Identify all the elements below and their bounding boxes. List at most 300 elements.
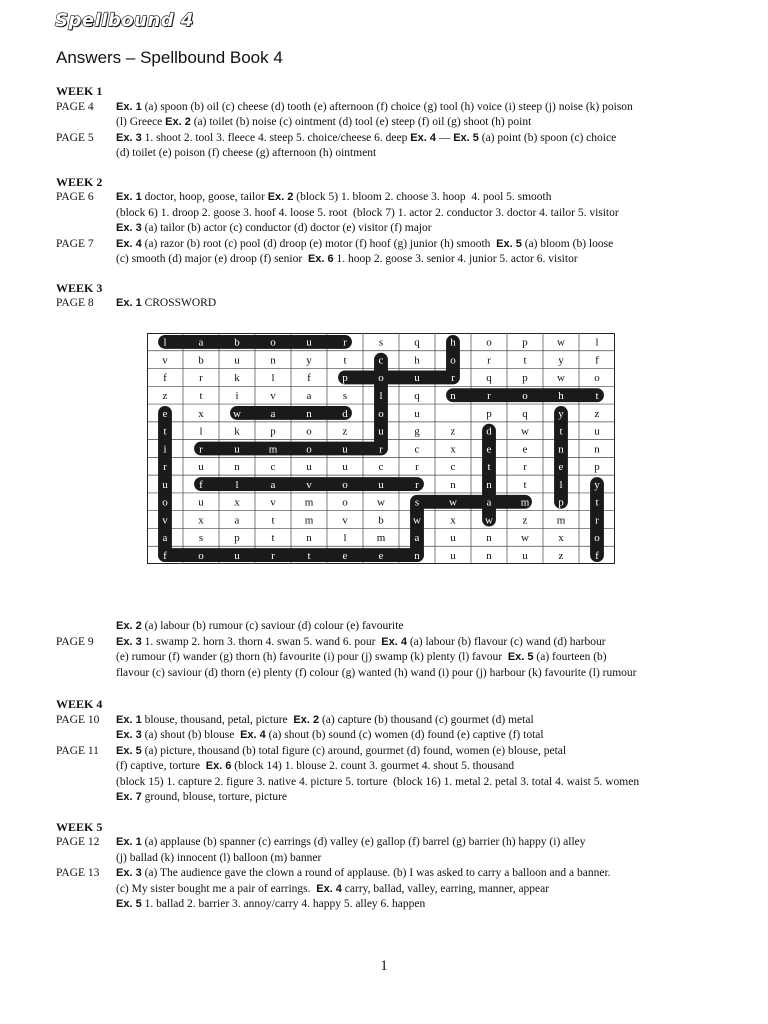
grid-letter: o xyxy=(342,478,348,491)
exercise-label: Ex. 5 xyxy=(116,898,142,910)
answer-line xyxy=(56,619,637,635)
exercise-label: Ex. 3 xyxy=(116,131,142,144)
grid-letter: w xyxy=(377,496,385,509)
answer-text xyxy=(116,728,544,744)
grid-letter: x xyxy=(198,407,204,420)
answer-fragment: (a) labour (b) rumour (c) saviour (d) colour (e) favourite xyxy=(141,620,404,632)
grid-letter: r xyxy=(523,461,527,474)
grid-letter: e xyxy=(342,549,348,562)
grid-letter: h xyxy=(414,354,420,367)
grid-letter: d xyxy=(342,407,348,420)
answer-fragment: — xyxy=(435,131,454,144)
grid-letter: y xyxy=(594,478,600,491)
page-label: PAGE 13 xyxy=(56,867,100,879)
grid-letter: s xyxy=(378,336,384,349)
grid-letter: n xyxy=(486,478,492,491)
answers-weeks-1-3 xyxy=(56,84,633,312)
answer-fragment: (a) toilet (b) noise (c) ointment (d) tool (e) steep (f) oil (g) shoot (h) point xyxy=(190,116,532,128)
page-label: PAGE 4 xyxy=(56,100,94,113)
answer-text xyxy=(116,666,637,682)
brand-logo: Spellbound 4 xyxy=(55,10,194,31)
page-label: PAGE 9 xyxy=(56,635,94,648)
answer-line xyxy=(56,146,633,162)
answer-text xyxy=(116,115,531,131)
answer-fragment: (a) shout (b) sound (c) women (d) found (e) captive (f) total xyxy=(265,729,544,741)
answer-text xyxy=(116,759,514,775)
grid-letter: u xyxy=(162,478,168,491)
grid-letter: o xyxy=(198,549,204,562)
grid-letter: r xyxy=(487,354,491,367)
grid-letter: b xyxy=(234,336,240,349)
answer-text xyxy=(116,100,633,116)
exercise-label: Ex. 7 xyxy=(116,791,142,803)
answer-fragment: (j) ballad (k) innocent (l) balloon (m) banner xyxy=(116,851,322,864)
grid-letter: r xyxy=(163,461,167,474)
grid-letter: p xyxy=(234,532,240,545)
exercise-label: Ex. 1 xyxy=(116,191,142,203)
page-label: PAGE 12 xyxy=(56,836,100,848)
grid-letter: l xyxy=(163,336,167,349)
page-title: Answers – Spellbound Book 4 xyxy=(56,48,283,67)
grid-letter: o xyxy=(522,389,528,402)
grid-letter: w xyxy=(557,372,565,385)
answer-fragment: (block 5) 1. bloom 2. choose 3. hoop 4. pool 5. smooth xyxy=(293,191,552,203)
grid-letter: n xyxy=(594,443,600,456)
answer-text xyxy=(116,221,432,237)
grid-letter: g xyxy=(414,425,420,438)
grid-letter: x xyxy=(198,514,204,527)
exercise-label: Ex. 1 xyxy=(116,713,142,726)
grid-letter: u xyxy=(234,549,240,562)
grid-letter: n xyxy=(558,443,564,456)
answer-text xyxy=(116,650,607,666)
grid-letter: o xyxy=(306,443,312,456)
answers-week-3-cont xyxy=(56,619,637,681)
grid-letter: h xyxy=(558,389,564,402)
grid-letter: m xyxy=(304,514,314,527)
grid-letter: s xyxy=(414,496,420,509)
grid-letter: e xyxy=(486,443,492,456)
answer-text xyxy=(116,775,639,791)
answer-text xyxy=(116,897,425,913)
grid-letter: k xyxy=(234,372,240,385)
answer-fragment: (a) capture (b) thousand (c) gourmet (d) metal xyxy=(319,713,534,726)
grid-letter: r xyxy=(487,389,491,402)
grid-letter: u xyxy=(378,478,384,491)
grid-letter: q xyxy=(486,372,492,385)
grid-letter: u xyxy=(306,336,312,349)
grid-letter: s xyxy=(342,389,348,402)
grid-letter: v xyxy=(306,478,312,491)
answer-fragment: (a) shout (b) blouse xyxy=(141,729,241,741)
answer-line xyxy=(56,131,633,147)
grid-letter: v xyxy=(270,389,276,402)
page-number: 1 xyxy=(380,958,388,974)
page-label: PAGE 10 xyxy=(56,713,100,726)
grid-letter: r xyxy=(415,478,419,491)
answer-text xyxy=(116,190,552,206)
exercise-label: Ex. 3 xyxy=(116,222,142,234)
grid-letter: r xyxy=(595,514,599,527)
grid-letter: a xyxy=(486,496,492,509)
grid-letter: m xyxy=(376,532,386,545)
exercise-label: Ex. 1 xyxy=(116,100,142,113)
answer-text xyxy=(116,744,566,760)
grid-letter: u xyxy=(522,549,528,562)
answer-fragment: (a) bloom (b) loose xyxy=(521,237,614,250)
grid-letter: y xyxy=(558,407,564,420)
grid-letter: k xyxy=(234,425,240,438)
grid-letter: u xyxy=(450,532,456,545)
answer-text xyxy=(116,866,611,882)
grid-letter: f xyxy=(163,549,167,562)
grid-letter: p xyxy=(522,336,528,349)
answer-line xyxy=(56,100,633,116)
grid-letter: w xyxy=(521,532,529,545)
grid-letter: l xyxy=(595,336,599,349)
answer-line xyxy=(56,744,639,760)
grid-letter: u xyxy=(234,443,240,456)
crossword-grid xyxy=(147,333,615,564)
answer-fragment: (a) The audience gave the clown a round of applause. (b) I was asked to carry a balloon and a banner. xyxy=(141,867,611,879)
answer-line xyxy=(56,252,633,268)
answer-fragment: doctor, hoop, goose, tailor xyxy=(141,191,268,203)
week-heading: WEEK 3 xyxy=(56,280,103,295)
grid-letter: b xyxy=(198,354,204,367)
grid-letter: m xyxy=(556,514,566,527)
grid-letter: p xyxy=(342,372,348,385)
grid-letter: r xyxy=(199,443,203,456)
grid-letter: l xyxy=(199,425,203,438)
week-heading: WEEK 2 xyxy=(56,174,103,189)
grid-letter: t xyxy=(163,425,167,438)
answer-line xyxy=(56,851,639,867)
answers-weeks-4-5 xyxy=(56,697,639,913)
grid-letter: w xyxy=(521,425,529,438)
week-heading: WEEK 5 xyxy=(56,819,103,834)
grid-letter: p xyxy=(270,425,276,438)
answer-text xyxy=(116,713,534,729)
answer-line xyxy=(56,728,639,744)
answer-fragment: (a) tailor (b) actor (c) conductor (d) doctor (e) visitor (f) major xyxy=(141,222,432,234)
grid-letter: u xyxy=(306,461,312,474)
grid-letter: s xyxy=(198,532,204,545)
answer-text xyxy=(116,131,616,147)
grid-letter: f xyxy=(163,372,167,385)
grid-letter: l xyxy=(271,372,275,385)
answer-text xyxy=(116,237,613,253)
answer-line xyxy=(56,713,639,729)
grid-letter: u xyxy=(342,461,348,474)
grid-letter: v xyxy=(270,496,276,509)
answer-text xyxy=(116,296,216,312)
grid-letter: u xyxy=(414,372,420,385)
answer-fragment: CROSSWORD xyxy=(141,297,217,309)
grid-letter: e xyxy=(378,549,384,562)
grid-letter: f xyxy=(595,549,599,562)
grid-letter: q xyxy=(414,336,420,349)
answer-fragment: (f) captive, torture xyxy=(116,760,206,772)
grid-letter: o xyxy=(450,354,456,367)
grid-letter: x xyxy=(558,532,564,545)
grid-letter: n xyxy=(450,389,456,402)
answer-text xyxy=(116,619,404,635)
grid-letter: z xyxy=(342,425,348,438)
grid-letter: a xyxy=(198,336,204,349)
exercise-label: Ex. 2 xyxy=(267,191,294,203)
answer-line xyxy=(56,206,633,222)
grid-letter: f xyxy=(595,354,599,367)
answer-line xyxy=(56,221,633,237)
grid-letter: u xyxy=(414,407,420,420)
answer-fragment: carry, ballad, valley, earring, manner, appear xyxy=(341,882,550,895)
answer-fragment: (d) toilet (e) poison (f) cheese (g) afternoon (h) ointment xyxy=(116,147,377,159)
answer-line xyxy=(56,775,639,791)
exercise-label: Ex. 3 xyxy=(116,729,142,741)
grid-letter: u xyxy=(198,496,204,509)
grid-letter: o xyxy=(306,425,312,438)
answer-fragment: (block 15) 1. capture 2. figure 3. native 4. picture 5. torture (block 16) 1. metal 2. petal 3. total 4. waist 5. women xyxy=(116,775,640,788)
grid-letter: t xyxy=(271,514,275,527)
answer-fragment: (l) Greece xyxy=(116,116,166,128)
grid-letter: o xyxy=(270,336,276,349)
grid-letter: i xyxy=(163,443,167,456)
grid-letter: t xyxy=(343,354,347,367)
grid-letter: r xyxy=(451,372,455,385)
grid-letter: t xyxy=(487,461,491,474)
answer-line xyxy=(56,790,639,806)
answer-text xyxy=(116,146,376,162)
grid-letter: r xyxy=(343,336,347,349)
grid-letter: p xyxy=(594,461,600,474)
grid-letter: n xyxy=(306,532,312,545)
grid-letter: t xyxy=(523,354,527,367)
answer-line xyxy=(56,759,639,775)
exercise-label: Ex. 1 xyxy=(116,297,142,309)
grid-letter: a xyxy=(234,514,240,527)
answer-text xyxy=(116,635,606,651)
answer-fragment: (c) smooth (d) major (e) droop (f) senior xyxy=(116,253,308,265)
grid-letter: d xyxy=(486,425,492,438)
grid-letter: z xyxy=(450,425,456,438)
exercise-label: Ex. 2 xyxy=(165,116,191,128)
grid-letter: n xyxy=(450,478,456,491)
grid-letter: a xyxy=(270,478,276,491)
grid-letter: z xyxy=(594,407,600,420)
exercise-label: Ex. 5 xyxy=(496,237,522,250)
grid-letter: t xyxy=(199,389,203,402)
answer-line xyxy=(56,296,633,312)
grid-letter: n xyxy=(306,407,312,420)
grid-letter: c xyxy=(270,461,276,474)
exercise-label: Ex. 4 xyxy=(116,237,142,250)
answer-fragment: (block 6) 1. droop 2. goose 3. hoof 4. loose 5. root (block 7) 1. actor 2. conductor 3. doctor 4. tailor 5. visitor xyxy=(116,206,619,219)
answer-line xyxy=(56,666,637,682)
grid-letter: t xyxy=(595,389,599,402)
exercise-label: Ex. 5 xyxy=(453,131,479,144)
answer-text xyxy=(116,206,619,222)
grid-letter: w xyxy=(449,496,457,509)
grid-letter: u xyxy=(378,425,384,438)
grid-letter: v xyxy=(342,514,348,527)
grid-letter: l xyxy=(343,532,347,545)
grid-letter: w xyxy=(233,407,241,420)
grid-letter: e xyxy=(558,461,564,474)
grid-letter: c xyxy=(450,461,456,474)
grid-letter: r xyxy=(379,443,383,456)
answer-line xyxy=(56,835,639,851)
answer-fragment: ground, blouse, torture, picture xyxy=(141,791,287,803)
answer-fragment: (block 14) 1. blouse 2. count 3. gourmet 4. shout 5. thousand xyxy=(231,760,515,772)
grid-letter: w xyxy=(413,514,421,527)
grid-letter: z xyxy=(558,549,564,562)
grid-letter: q xyxy=(522,407,528,420)
answer-fragment: blouse, thousand, petal, picture xyxy=(141,713,294,726)
answer-line xyxy=(56,866,639,882)
grid-letter: n xyxy=(486,532,492,545)
answer-fragment: (a) picture, thousand (b) total figure (c) around, gourmet (d) found, women (e) blouse, petal xyxy=(141,744,567,757)
answer-fragment: (a) fourteen (b) xyxy=(533,651,607,663)
grid-letter: v xyxy=(162,514,168,527)
crossword-svg xyxy=(147,333,615,564)
week-heading: WEEK 1 xyxy=(56,84,103,98)
grid-letter: l xyxy=(235,478,239,491)
grid-letter: u xyxy=(234,354,240,367)
grid-letter: p xyxy=(522,372,528,385)
answer-fragment: 1. ballad 2. barrier 3. annoy/carry 4. happy 5. alley 6. happen xyxy=(141,898,426,910)
grid-letter: t xyxy=(271,532,275,545)
answer-fragment: (a) point (b) spoon (c) choice xyxy=(478,131,617,144)
answer-fragment: flavour (c) saviour (d) thorn (e) plenty (f) colour (g) wanted (h) wand (i) pour (j) harbour (k) favourite (l) rumour xyxy=(116,666,637,679)
grid-letter: x xyxy=(234,496,240,509)
answer-fragment: 1. shoot 2. tool 3. fleece 4. steep 5. choice/cheese 6. deep xyxy=(141,131,411,144)
answer-fragment: 1. swamp 2. horn 3. thorn 4. swan 5. wand 6. pour xyxy=(141,635,382,648)
grid-letter: a xyxy=(306,389,312,402)
grid-letter: t xyxy=(523,478,527,491)
exercise-label: Ex. 4 xyxy=(240,729,266,741)
grid-letter: n xyxy=(234,461,240,474)
grid-letter: t xyxy=(595,496,599,509)
grid-letter: l xyxy=(379,389,383,402)
grid-letter: c xyxy=(378,354,384,367)
grid-letter: x xyxy=(450,514,456,527)
grid-letter: o xyxy=(594,372,600,385)
exercise-label: Ex. 4 xyxy=(316,882,342,895)
grid-letter: r xyxy=(271,549,275,562)
page-label: PAGE 5 xyxy=(56,131,94,144)
grid-letter: n xyxy=(414,549,420,562)
grid-letter: n xyxy=(486,549,492,562)
answer-text xyxy=(116,851,321,867)
grid-letter: a xyxy=(270,407,276,420)
grid-letter: h xyxy=(450,336,456,349)
grid-letter: f xyxy=(199,478,203,491)
answer-text xyxy=(116,790,287,806)
answer-line xyxy=(56,190,633,206)
grid-letter: y xyxy=(558,354,564,367)
answer-fragment: (a) applause (b) spanner (c) earrings (d) valley (e) gallop (f) barrel (g) barrier (h) happy (i) alley xyxy=(141,836,586,848)
grid-letter: u xyxy=(342,443,348,456)
exercise-label: Ex. 3 xyxy=(116,635,142,648)
answer-line xyxy=(56,650,637,666)
answer-fragment: (e) rumour (f) wander (g) thorn (h) favourite (i) pour (j) swamp (k) plenty (l) favour xyxy=(116,651,508,663)
grid-letter: x xyxy=(450,443,456,456)
grid-letter: z xyxy=(162,389,168,402)
exercise-label: Ex. 6 xyxy=(307,253,334,265)
grid-letter: i xyxy=(235,389,239,402)
answer-line xyxy=(56,882,639,898)
exercise-label: Ex. 3 xyxy=(116,867,142,879)
grid-letter: z xyxy=(522,514,528,527)
answer-line xyxy=(56,897,639,913)
grid-letter: w xyxy=(557,336,565,349)
exercise-label: Ex. 2 xyxy=(293,713,320,726)
answer-line xyxy=(56,635,637,651)
answer-line xyxy=(56,115,633,131)
answer-fragment: (a) labour (b) flavour (c) wand (d) harbour xyxy=(406,635,606,648)
grid-letter: o xyxy=(378,407,384,420)
exercise-label: Ex. 5 xyxy=(507,651,534,663)
grid-letter: e xyxy=(522,443,528,456)
answer-fragment: (c) My sister bought me a pair of earrings. xyxy=(116,882,317,895)
grid-letter: c xyxy=(414,443,420,456)
grid-letter: a xyxy=(414,532,420,545)
grid-letter: p xyxy=(558,496,564,509)
grid-letter: t xyxy=(307,549,311,562)
grid-letter: w xyxy=(485,514,493,527)
grid-letter: l xyxy=(559,478,563,491)
grid-letter: e xyxy=(162,407,168,420)
exercise-label: Ex. 4 xyxy=(410,131,436,144)
exercise-label: Ex. 2 xyxy=(116,620,142,632)
page-label: PAGE 7 xyxy=(56,237,94,250)
answer-fragment: 1. hoop 2. goose 3. senior 4. junior 5. actor 6. visitor xyxy=(333,253,578,265)
page-label: PAGE 11 xyxy=(56,744,99,757)
exercise-label: Ex. 1 xyxy=(116,836,142,848)
grid-letter: m xyxy=(268,443,278,456)
grid-letter: b xyxy=(378,514,384,527)
grid-letter: r xyxy=(199,372,203,385)
grid-letter: y xyxy=(306,354,312,367)
exercise-label: Ex. 5 xyxy=(116,744,142,757)
answer-text xyxy=(116,835,586,851)
grid-letter: o xyxy=(162,496,168,509)
page-label: PAGE 8 xyxy=(56,297,94,309)
answer-text xyxy=(116,252,578,268)
exercise-label: Ex. 4 xyxy=(381,635,407,648)
grid-letter: u xyxy=(198,461,204,474)
grid-letter: f xyxy=(307,372,311,385)
grid-letter: o xyxy=(594,532,600,545)
grid-letter: q xyxy=(414,389,420,402)
grid-letter: m xyxy=(520,496,530,509)
grid-letter: v xyxy=(162,354,168,367)
exercise-label: Ex. 6 xyxy=(205,760,232,772)
week-heading: WEEK 4 xyxy=(56,697,103,711)
grid-letter: u xyxy=(450,549,456,562)
answer-fragment: (a) razor (b) root (c) pool (d) droop (e) motor (f) hoof (g) junior (h) smooth xyxy=(141,237,497,250)
grid-letter: p xyxy=(486,407,492,420)
grid-letter: u xyxy=(594,425,600,438)
grid-letter: c xyxy=(378,461,384,474)
answer-text xyxy=(116,882,549,898)
grid-letter: o xyxy=(378,372,384,385)
grid-letter: m xyxy=(304,496,314,509)
answer-line xyxy=(56,237,633,253)
answer-fragment: (a) spoon (b) oil (c) cheese (d) tooth (e) afternoon (f) choice (g) tool (h) voice (i) steep (j) noise (k) poison xyxy=(141,100,633,113)
grid-letter: r xyxy=(415,461,419,474)
grid-letter: a xyxy=(162,532,168,545)
